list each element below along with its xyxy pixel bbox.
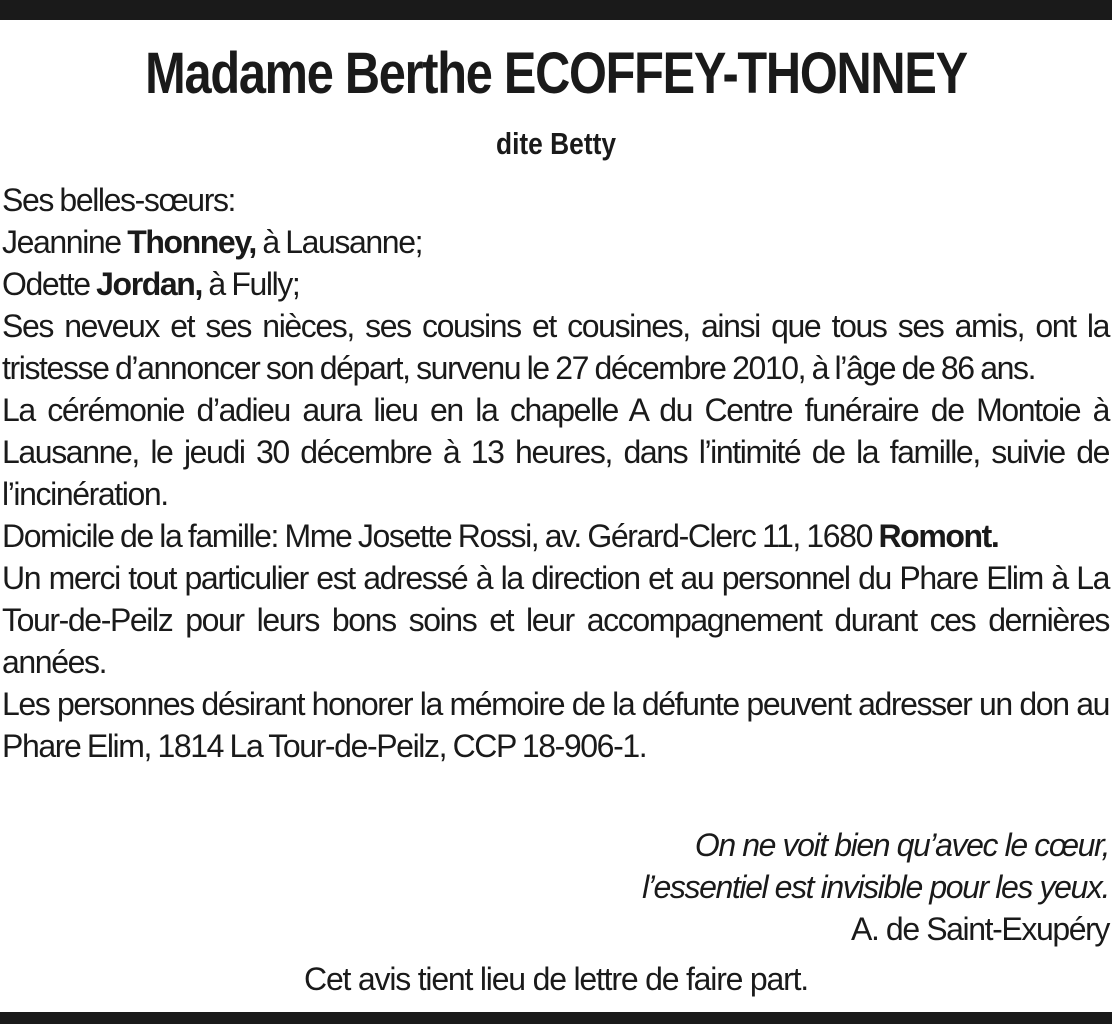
quote-author: A. de Saint-Exupéry	[851, 911, 1109, 947]
intro-line: Ses belles-sœurs:	[2, 182, 236, 218]
donation-paragraph: Les personnes désirant honorer la mémoire de la défunte peuvent adresser un don au Phare Elim, 1814 La Tour-de-Peilz, CCP 18-906-1.	[2, 686, 1109, 764]
quote-line-2: l’essentiel est invisible pour les yeux.	[642, 869, 1109, 905]
relative-2-place: à Fully;	[201, 266, 300, 302]
deceased-name-title: Madame Berthe ECOFFEY-THONNEY	[145, 41, 967, 106]
top-rule	[0, 0, 1112, 20]
quote-block	[209, 824, 1109, 950]
domicile-line	[2, 515, 1109, 557]
nickname-subtitle: dite Betty	[495, 126, 617, 161]
ceremony-paragraph: La cérémonie d’adieu aura lieu en la chapelle A du Centre funéraire de Montoie à Lausanne, le jeudi 30 décembre à 13 heures, dans l’intimité de la famille, suivie de l’incinération.	[2, 392, 1109, 512]
bottom-rule	[0, 1012, 1112, 1024]
announcement-paragraph: Ses neveux et ses nièces, ses cousins et cousines, ainsi que tous ses amis, ont la tristesse d’annoncer son départ, survenu le 27 décembre 2010, à l’âge de 86 ans.	[2, 308, 1109, 386]
relative-line-1	[2, 221, 1109, 263]
domicile-city: Romont.	[878, 518, 999, 554]
obituary-body	[2, 179, 1109, 767]
relative-2-first-name: Odette	[2, 266, 97, 302]
closing-notice: Cet avis tient lieu de lettre de faire part.	[304, 961, 808, 997]
relative-1-place: à Lausanne;	[255, 224, 423, 260]
quote-line-1: On ne voit bien qu’avec le cœur,	[694, 827, 1109, 863]
relative-1-surname: Thonney,	[127, 224, 256, 260]
relative-line-2	[2, 263, 1109, 305]
thanks-paragraph: Un merci tout particulier est adressé à la direction et au personnel du Phare Elim à La Tour-de-Peilz pour leurs bons soins et leur accompagnement durant ces dernières années.	[2, 560, 1109, 680]
domicile-text: Domicile de la famille: Mme Josette Rossi, av. Gérard-Clerc 11, 1680	[2, 518, 879, 554]
relative-2-surname: Jordan,	[96, 266, 202, 302]
relative-1-first-name: Jeannine	[2, 224, 128, 260]
